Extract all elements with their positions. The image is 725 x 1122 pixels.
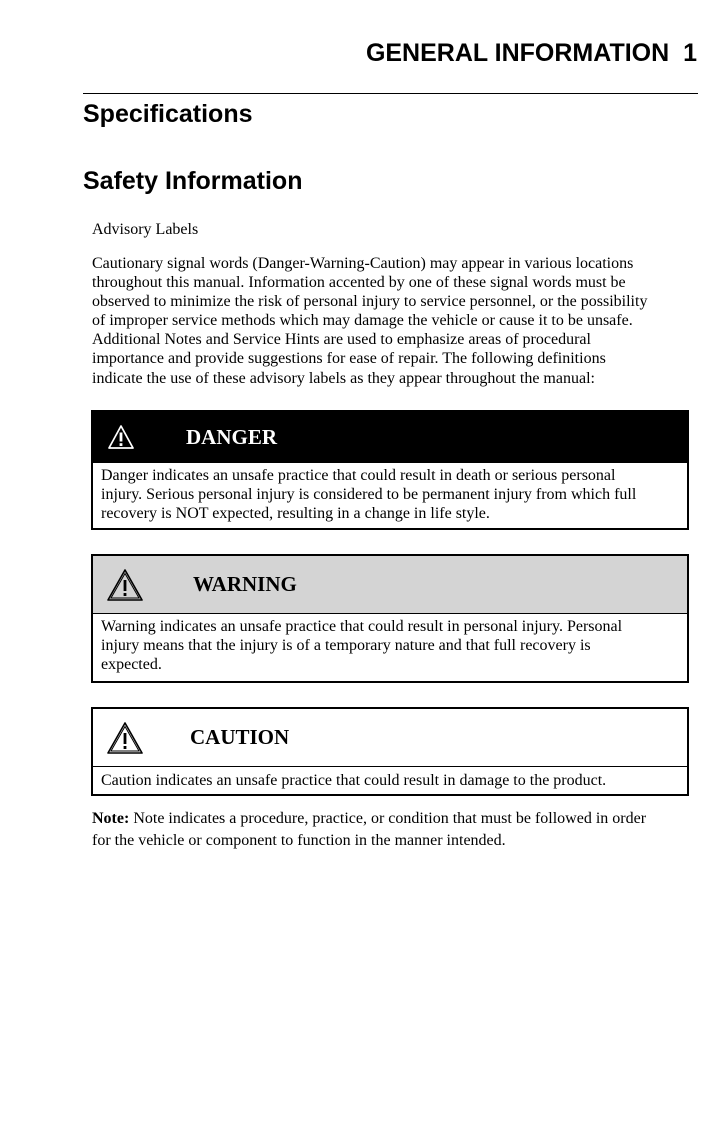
danger-line: recovery is NOT expected, resulting in a change in life style. xyxy=(101,505,490,523)
danger-title: DANGER xyxy=(186,424,278,449)
note-paragraph xyxy=(92,808,690,852)
header-rule xyxy=(83,93,698,94)
danger-line: injury. Serious personal injury is considered to be permanent injury from which full xyxy=(101,486,637,504)
caution-header xyxy=(93,709,687,767)
paragraph-line: importance and provide suggestions for ease of repair. The following definitions xyxy=(92,350,606,368)
paragraph-line: throughout this manual. Information accented by one of these signal words must be xyxy=(92,274,626,292)
paragraph-line: Additional Notes and Service Hints are used to emphasize areas of procedural xyxy=(92,331,591,349)
paragraph-line: indicate the use of these advisory labels as they appear throughout the manual: xyxy=(92,369,595,387)
danger-line: Danger indicates an unsafe practice that could result in death or serious personal xyxy=(101,467,616,484)
page-number: 1 xyxy=(683,39,697,67)
danger-header xyxy=(93,412,687,463)
heading-safety-information: Safety Information xyxy=(83,167,303,195)
warning-triangle-icon xyxy=(104,424,138,450)
warning-header xyxy=(93,556,687,614)
section-title: GENERAL INFORMATION xyxy=(365,39,670,67)
paragraph-line: Cautionary signal words (Danger-Warning-Caution) may appear in various locations xyxy=(92,255,634,272)
paragraph-line: observed to minimize the risk of personal injury to service personnel, or the possibility xyxy=(92,293,648,311)
caution-line: Caution indicates an unsafe practice that could result in damage to the product. xyxy=(101,772,607,789)
warning-line: Warning indicates an unsafe practice that could result in personal injury. Personal xyxy=(101,618,623,635)
note-label: Note: xyxy=(92,810,130,827)
warning-triangle-icon xyxy=(105,721,145,755)
running-header xyxy=(97,38,697,68)
caution-text xyxy=(93,767,687,790)
paragraph-line: of improper service methods which may damage the vehicle or cause it to be unsafe. xyxy=(92,312,633,330)
advisory-labels-subheading: Advisory Labels xyxy=(92,221,199,238)
warning-text xyxy=(93,614,687,675)
caution-title: CAUTION xyxy=(190,725,290,749)
warning-line: expected. xyxy=(101,656,162,674)
caution-box xyxy=(91,707,689,796)
warning-line: injury means that the injury is of a temporary nature and that full recovery is xyxy=(101,637,591,655)
danger-text xyxy=(93,463,687,524)
warning-box xyxy=(91,554,689,683)
danger-box xyxy=(91,410,689,530)
note-line xyxy=(92,808,690,830)
warning-triangle-icon xyxy=(105,568,145,602)
note-first-line: Note indicates a procedure, practice, or condition that must be followed in order xyxy=(133,810,647,827)
heading-specifications: Specifications xyxy=(83,100,253,128)
note-second-line: for the vehicle or component to function in the manner intended. xyxy=(92,832,506,849)
warning-title: WARNING xyxy=(193,572,297,596)
advisory-paragraph xyxy=(92,254,697,388)
